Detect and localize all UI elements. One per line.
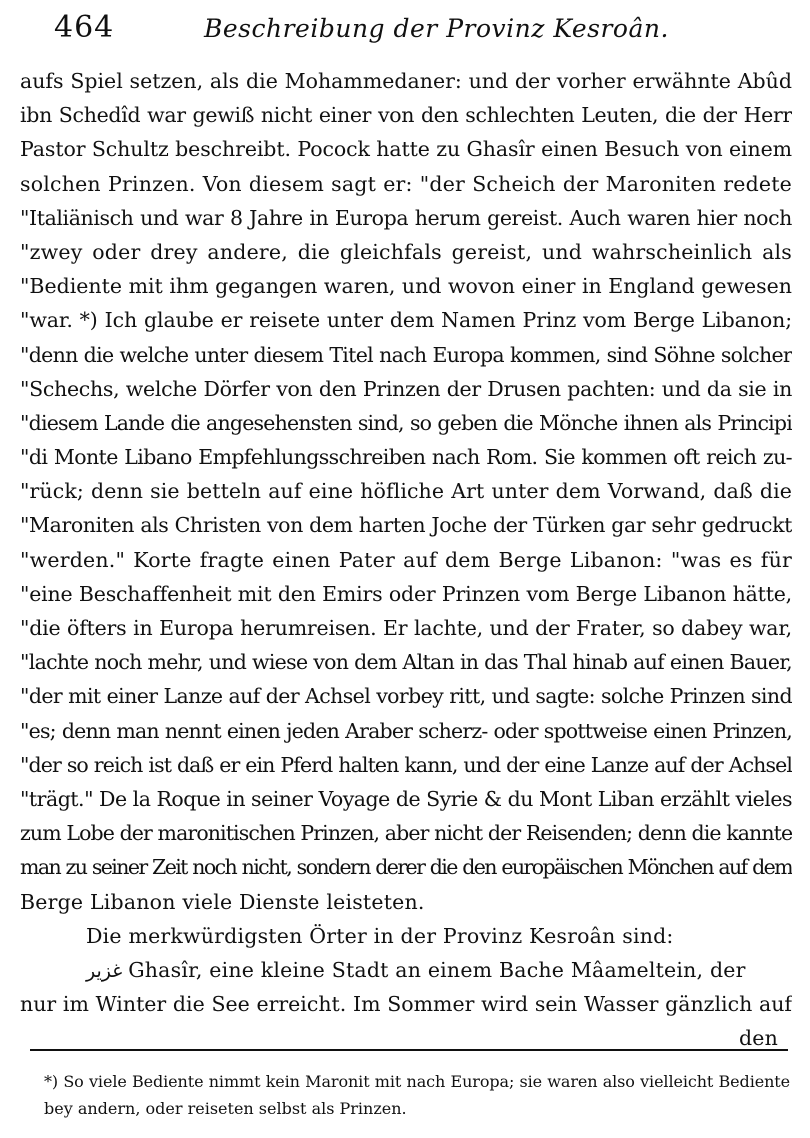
page-header <box>26 8 790 48</box>
text-line: solchen Prinzen. Von diesem sagt er: "der Scheich der Maroniten redete <box>20 171 792 196</box>
running-title: Beschreibung der Provinz Kesroân. <box>204 14 669 43</box>
footnote-rule <box>30 1049 788 1051</box>
text-line: nur im Winter die See erreicht. Im Sommer wird sein Wasser gänzlich auf <box>20 992 792 1017</box>
text-line: man zu seiner Zeit noch nicht, sondern derer die den europäischen Mönchen auf dem <box>20 855 792 880</box>
text-line: "di Monte Libano Empfehlungsschreiben nach Rom. Sie kommen oft reich zu- <box>20 445 792 470</box>
footnote <box>44 1068 790 1122</box>
text-line: "rück; denn sie betteln auf eine höfliche Art unter dem Vorwand, daß die <box>20 479 792 504</box>
text-line: "der so reich ist daß er ein Pferd halten kann, und der eine Lanze auf der Achsel <box>20 752 792 777</box>
arabic-place-name: غزير <box>86 959 123 982</box>
text-line: "eine Beschaffenheit mit den Emirs oder Prinzen vom Berge Libanon hätte, <box>20 581 792 606</box>
section-intro: Die merkwürdigsten Örter in der Provinz Kesroân sind: <box>86 923 674 948</box>
text-line: "trägt." De la Roque in seiner Voyage de Syrie & du Mont Liban erzählt vieles <box>20 786 792 811</box>
text-line: "war. *) Ich glaube er reisete unter dem Namen Prinz vom Berge Libanon; <box>20 308 792 333</box>
text-line: "der mit einer Lanze auf der Achsel vorbey ritt, und sagte: solche Prinzen sind <box>20 684 792 709</box>
text-line: "zwey oder drey andere, die gleichfals gereist, und wahrscheinlich als <box>20 239 792 264</box>
text-line: "werden." Korte fragte einen Pater auf dem Berge Libanon: "was es für <box>20 547 792 572</box>
text-line: Pastor Schultz beschreibt. Pocock hatte zu Ghasîr einen Besuch von einem <box>20 137 792 162</box>
text-line: "es; denn man nennt einen jeden Araber scherz- oder spottweise einen Prinzen, <box>20 718 792 743</box>
text-line: "diesem Lande die angesehensten sind, so geben die Mönche ihnen als Principi <box>20 410 792 435</box>
text-line: "Italiänisch und war 8 Jahre in Europa herum gereist. Auch waren hier noch <box>20 205 792 230</box>
text-line: "lachte noch mehr, und wiese von dem Altan in das Thal hinab auf einen Bauer, <box>20 650 792 675</box>
main-text <box>20 64 792 1055</box>
text-line: ibn Schedîd war gewiß nicht einer von den schlechten Leuten, die der Herr <box>20 103 792 128</box>
page-number: 464 <box>54 10 115 45</box>
place-entry <box>20 953 792 987</box>
text-line: Berge Libanon viele Dienste leisteten. <box>20 889 425 914</box>
text-line: "Maroniten als Christen von dem harten Joche der Türken gar sehr gedruckt <box>20 513 792 538</box>
text-line: "Schechs, welche Dörfer von den Prinzen der Drusen pachten: und da sie in <box>20 376 792 401</box>
text-line: "die öfters in Europa herumreisen. Er lachte, und der Frater, so dabey war, <box>20 616 792 640</box>
text-line: zum Lobe der maronitischen Prinzen, aber nicht der Reisenden; denn die kannte <box>20 821 792 846</box>
text-line: "denn die welche unter diesem Titel nach Europa kommen, sind Söhne solcher <box>20 342 792 367</box>
footnote-line: *) So viele Bediente nimmt kein Maronit mit nach Europa; sie waren also vielleicht Bediente <box>44 1072 790 1091</box>
text-line: aufs Spiel setzen, als die Mohammedaner: und der vorher erwähnte Abûd <box>20 69 792 93</box>
footnote-line: bey andern, oder reiseten selbst als Prinzen. <box>44 1099 407 1118</box>
entry-text: Ghasîr, eine kleine Stadt an einem Bache Mâameltein, der <box>128 957 746 982</box>
catchword: den <box>738 1026 778 1051</box>
text-line: "Bediente mit ihm gegangen waren, und wovon einer in England gewesen <box>20 274 792 299</box>
